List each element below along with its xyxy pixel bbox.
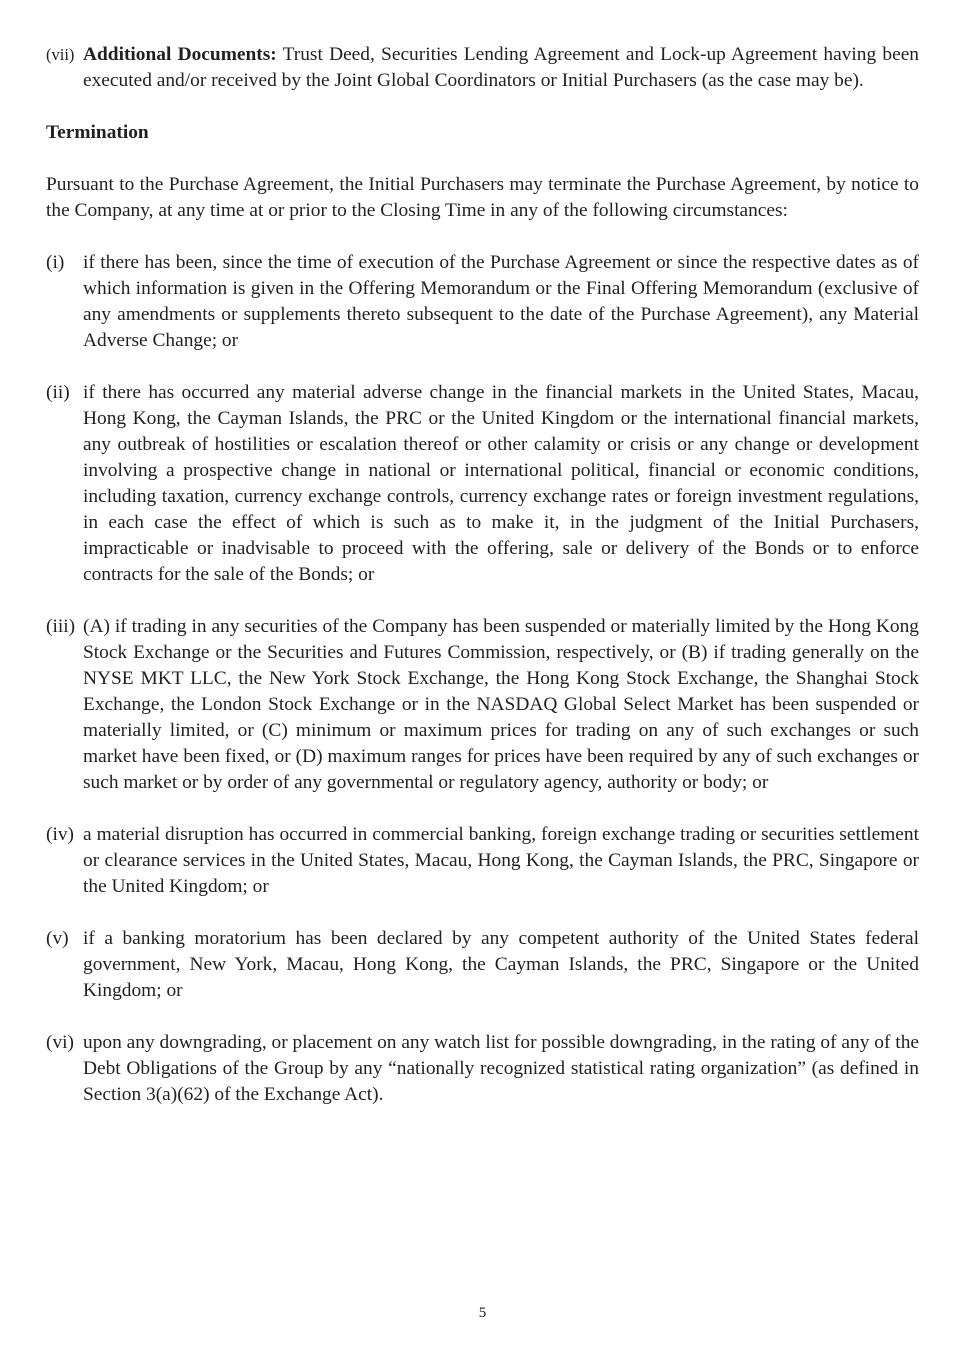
list-item-number: (vi)	[46, 1032, 74, 1053]
list-item-vi	[46, 1030, 919, 1108]
list-item-number: (iii)	[46, 616, 76, 637]
list-item-body: Trust Deed, Securities Lending Agreement and Lock-up Agreement having been executed and/or received by the Joint Global Coordinators or Initial Purchasers (as the case may be).	[83, 44, 919, 91]
list-item-number: (v)	[46, 928, 69, 949]
list-item-ii	[46, 380, 919, 588]
list-item-number: (ii)	[46, 382, 70, 403]
list-item-text	[83, 42, 919, 94]
list-item-text: a material disruption has occurred in commercial banking, foreign exchange trading or securities settlement or clearance services in the United States, Macau, Hong Kong, the Cayman Islands, the PRC, Singapore or the United Kingdom; or	[83, 824, 919, 897]
list-item-i	[46, 250, 919, 354]
list-item-text: if there has been, since the time of execution of the Purchase Agreement or since the respective dates as of which information is given in the Offering Memorandum or the Final Offering Memorandum (exclusive of any amendments or supplements thereto subsequent to the date of the Purchase Agreement), any Material Adverse Change; or	[83, 252, 919, 351]
list-item-lead: Additional Documents:	[83, 44, 277, 65]
list-item-text: if there has occurred any material adverse change in the financial markets in the United States, Macau, Hong Kong, the Cayman Islands, the PRC or the United Kingdom or the international financial markets, any outbreak of hostilities or escalation thereof or other calamity or crisis or any change or development involving a prospective change in national or international political, financial or economic conditions, including taxation, currency exchange controls, currency exchange rates or foreign investment regulations, in each case the effect of which is such as to make it, in the judgment of the Initial Purchasers, impracticable or inadvisable to proceed with the offering, sale or delivery of the Bonds or to enforce contracts for the sale of the Bonds; or	[83, 382, 919, 585]
list-item-text: upon any downgrading, or placement on any watch list for possible downgrading, in the rating of any of the Debt Obligations of the Group by any “nationally recognized statistical rating organization” (as defined in Section 3(a)(62) of the Exchange Act).	[83, 1032, 919, 1105]
termination-intro-paragraph: Pursuant to the Purchase Agreement, the Initial Purchasers may terminate the Purchase Agreement, by notice to the Company, at any time at or prior to the Closing Time in any of the following circumstances:	[46, 174, 919, 221]
list-item-v	[46, 926, 919, 1004]
list-item-text: (A) if trading in any securities of the Company has been suspended or materially limited by the Hong Kong Stock Exchange or the Securities and Futures Commission, respectively, or (B) if trading generally on the NYSE MKT LLC, the New York Stock Exchange, the Hong Kong Stock Exchange, the Shanghai Stock Exchange, the London Stock Exchange or in the NASDAQ Global Select Market has been suspended or materially limited, or (C) minimum or maximum prices for trading on any of such exchanges or such market have been fixed, or (D) maximum ranges for prices have been required by any of such exchanges or such market or by order of any governmental or regulatory agency, authority or body; or	[83, 616, 919, 793]
document-body	[46, 42, 919, 1108]
list-item-number: (vii)	[46, 45, 75, 64]
list-item-iv	[46, 822, 919, 900]
page-number: 5	[478, 1305, 487, 1321]
list-item-iii	[46, 614, 919, 796]
list-item-number: (iv)	[46, 824, 74, 845]
list-item-vii	[46, 42, 919, 94]
section-heading-termination: Termination	[46, 122, 149, 143]
list-item-text: if a banking moratorium has been declared by any competent authority of the United States federal government, New York, Macau, Hong Kong, the Cayman Islands, the PRC, Singapore or the United Kingdom; or	[83, 928, 919, 1001]
list-item-number: (i)	[46, 252, 65, 273]
